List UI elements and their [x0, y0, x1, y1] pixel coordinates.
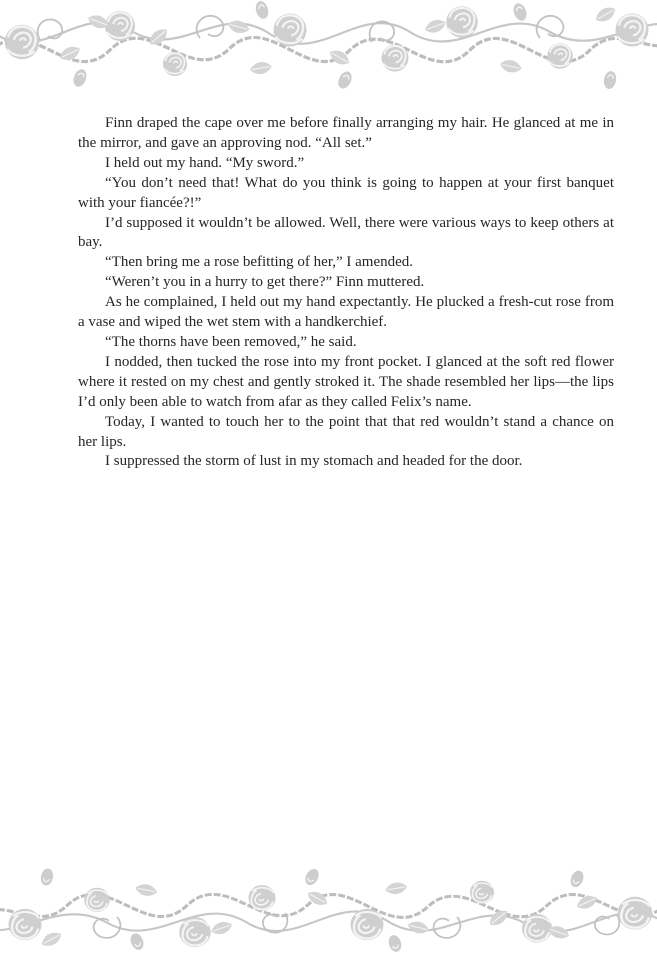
page-body — [78, 114, 614, 472]
paragraph: I’d supposed it wouldn’t be allowed. Well, there were various ways to keep others at bay. — [78, 214, 614, 251]
paragraph: I held out my hand. “My sword.” — [105, 154, 305, 171]
rose-vine-border-icon — [0, 0, 657, 100]
paragraph: As he complained, I held out my hand expectantly. He plucked a fresh-cut rose from a vase and wiped the wet stem with a handkerchief. — [78, 294, 614, 331]
paragraph: I suppressed the storm of lust in my stomach and headed for the door. — [105, 453, 523, 470]
top-rose-border — [0, 0, 657, 100]
paragraph: “The thorns have been removed,” he said. — [105, 333, 357, 350]
paragraph: I nodded, then tucked the rose into my front pocket. I glanced at the soft red flower where it rested on my chest and gently stroked it. The shade resembled her lips—the lips I’d only been able to watch from afar as they called Felix’s name. — [78, 353, 614, 410]
paragraph: “You don’t need that! What do you think is going to happen at your first banquet with your fiancée?!” — [78, 174, 614, 211]
rose-vine-border-icon — [0, 858, 657, 953]
paragraph: “Then bring me a rose befitting of her,” I amended. — [105, 254, 414, 271]
paragraph: Finn draped the cape over me before finally arranging my hair. He glanced at me in the mirror, and gave an approving nod. “All set.” — [78, 115, 614, 151]
paragraph: “Weren’t you in a hurry to get there?” Finn muttered. — [105, 274, 425, 291]
bottom-rose-border — [0, 858, 657, 953]
paragraph: Today, I wanted to touch her to the point that that red wouldn’t stand a chance on her lips. — [78, 413, 614, 450]
